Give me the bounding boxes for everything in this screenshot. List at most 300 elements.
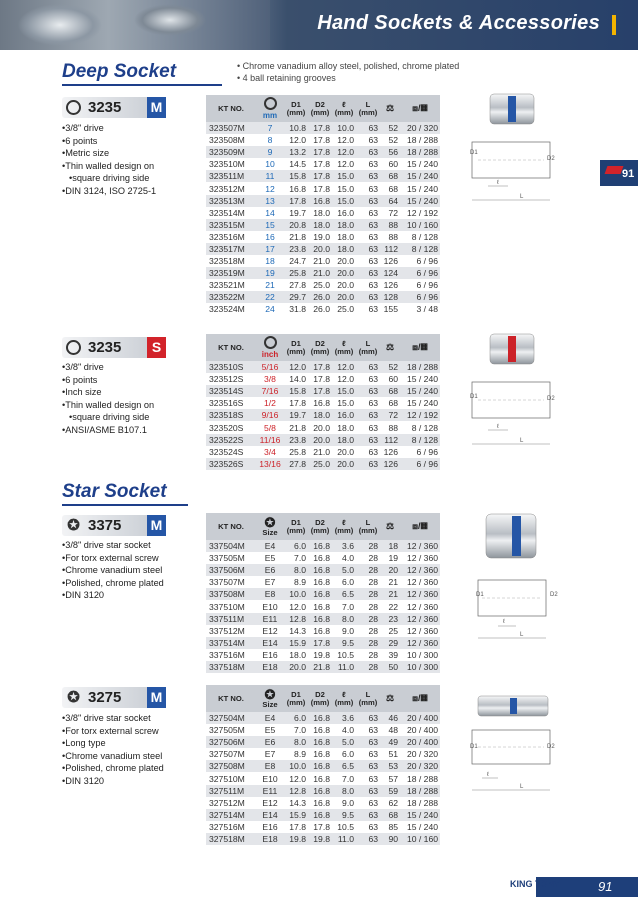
weight-icon: ⚖ xyxy=(385,521,395,531)
table-cell: 16.8 xyxy=(313,773,330,784)
table-header-row xyxy=(206,95,440,122)
table-cell: 12 / 360 xyxy=(400,588,440,600)
table-cell: 15.9 xyxy=(284,809,308,821)
brand-logo: KING TONY xyxy=(510,879,560,889)
table-cell: 72 xyxy=(380,409,400,421)
table-cell: 323519M xyxy=(206,267,256,279)
table-cell: 68 xyxy=(380,170,400,182)
table-cell: 327511M xyxy=(206,785,256,797)
table-cell: 327510M xyxy=(209,773,245,784)
table-cell: 10 / 300 xyxy=(400,661,440,673)
table-cell: 12.8 xyxy=(284,613,308,625)
page-title: Hand Sockets & Accessories xyxy=(317,12,600,34)
table-cell: 9.0 xyxy=(342,797,354,808)
socket-diagram-3275m xyxy=(468,690,556,805)
table-cell: 337514M xyxy=(206,637,256,649)
table-cell: 13/16 xyxy=(256,458,284,470)
table-cell: 46 xyxy=(380,712,400,724)
table-cell: 16.8 xyxy=(313,749,330,760)
table-cell: 17.8 xyxy=(313,183,330,194)
table-cell: 12 / 360 xyxy=(406,553,438,564)
table-cell: 13 xyxy=(256,195,284,207)
feature-item: • 3/8" drive star socket xyxy=(62,712,212,725)
table-cell: 323516S xyxy=(209,398,244,409)
feature-item: • 3/8" drive xyxy=(62,122,212,135)
table-cell: 12.0 xyxy=(337,159,354,170)
table-cell: 323513M xyxy=(206,195,256,207)
table-cell: 63 xyxy=(368,280,378,291)
table-cell: 17.8 xyxy=(308,146,332,158)
table-cell: 7.0 xyxy=(294,553,306,564)
table-cell: 323524S xyxy=(209,446,244,457)
section-underline xyxy=(62,504,188,506)
table-cell: 7 xyxy=(256,122,284,134)
col-d1: D1 (mm) xyxy=(284,95,308,122)
table-cell: 51 xyxy=(388,749,398,760)
table-cell: 14.0 xyxy=(289,374,306,385)
features-list-3275m xyxy=(62,712,212,787)
table-row xyxy=(206,219,440,231)
table-cell: 9/16 xyxy=(256,409,284,421)
feature-item: • 6 points xyxy=(62,135,212,148)
table-cell: 22 xyxy=(256,291,284,303)
col-size: inch xyxy=(256,334,284,361)
table-cell: 10.5 xyxy=(337,821,354,832)
box-icon: ⧈/▦ xyxy=(412,342,428,352)
col-size: ✪ Size xyxy=(256,685,284,712)
table-cell: 5/8 xyxy=(264,422,276,433)
table-cell: 48 xyxy=(388,725,398,736)
table-cell: 327505M xyxy=(209,725,245,736)
table-cell: 18.0 xyxy=(313,207,330,218)
table-cell: 15 / 240 xyxy=(406,183,438,194)
table-cell: 337516M xyxy=(209,649,245,660)
table-cell: 126 xyxy=(383,280,398,291)
table-cell: 15.0 xyxy=(332,170,356,182)
table-cell: 63 xyxy=(356,122,380,134)
table-cell: E6 xyxy=(256,564,284,576)
table-cell: E12 xyxy=(262,797,278,808)
table-cell: 8.9 xyxy=(294,577,306,588)
col-d1: D1 (mm) xyxy=(284,513,308,540)
col-weight xyxy=(380,513,400,540)
table-cell: 12.0 xyxy=(337,135,354,146)
table-cell: 323524M xyxy=(209,304,245,315)
table-cell: 63 xyxy=(368,183,378,194)
table-cell: 18 / 288 xyxy=(400,361,440,373)
table-cell: 26.0 xyxy=(313,304,330,315)
table-cell: 12 / 360 xyxy=(400,613,440,625)
section-notes xyxy=(237,60,459,84)
col-weight xyxy=(380,334,400,361)
table-cell: 57 xyxy=(388,773,398,784)
table-cell: 11.0 xyxy=(332,833,356,845)
table-cell: 15.8 xyxy=(284,385,308,397)
table-cell: 20.0 xyxy=(337,280,354,291)
table-cell: 10.0 xyxy=(284,760,308,772)
features-list-3235m xyxy=(62,122,212,197)
col-d2: D2 (mm) xyxy=(308,513,332,540)
col-size: ✪ Size xyxy=(256,513,284,540)
table-cell: 63 xyxy=(356,809,380,821)
diagram-label-d2: D2 xyxy=(547,744,555,750)
table-cell: E8 xyxy=(256,588,284,600)
table-cell: 18 / 288 xyxy=(406,797,438,808)
table-cell: 53 xyxy=(380,760,400,772)
col-d2: D2 (mm) xyxy=(308,334,332,361)
table-cell: 20 xyxy=(380,564,400,576)
table-cell: 16.8 xyxy=(308,564,332,576)
table-cell: 323517M xyxy=(206,243,256,255)
table-row xyxy=(206,625,440,637)
table-cell: 20.8 xyxy=(284,219,308,231)
table-cell: 63 xyxy=(356,760,380,772)
table-cell: 337511M xyxy=(206,613,256,625)
product-code: 3235 xyxy=(88,99,122,116)
table-cell: 11/16 xyxy=(256,434,284,446)
table-cell: 21 xyxy=(380,588,400,600)
col-l-big: L (mm) xyxy=(356,685,380,712)
col-size: mm xyxy=(256,95,284,122)
table-cell: 10 xyxy=(265,159,275,170)
table-cell: 17.8 xyxy=(313,374,330,385)
table-cell: E14 xyxy=(256,637,284,649)
col-weight xyxy=(380,95,400,122)
table-cell: 16.8 xyxy=(313,601,330,612)
table-cell: 16.8 xyxy=(289,183,306,194)
table-cell: 63 xyxy=(368,446,378,457)
table-cell: 12.0 xyxy=(289,135,306,146)
table-cell: 12 / 360 xyxy=(400,540,440,552)
table-row xyxy=(206,540,440,552)
table-cell: 17.8 xyxy=(313,135,330,146)
spec-table-3235s xyxy=(206,334,440,470)
table-cell: 3/4 xyxy=(264,446,276,457)
socket-diagram-3235m xyxy=(468,90,556,210)
diagram-label-l-big: L xyxy=(520,194,524,200)
table-cell: 18 xyxy=(380,540,400,552)
table-cell: 15 / 240 xyxy=(406,159,438,170)
table-row xyxy=(206,552,440,564)
table-cell: E10 xyxy=(262,601,278,612)
table-cell: 12 / 360 xyxy=(406,601,438,612)
weight-icon: ⚖ xyxy=(385,342,395,352)
table-cell: 25.8 xyxy=(284,267,308,279)
table-cell: 10 / 300 xyxy=(406,649,438,660)
table-cell: 327507M xyxy=(209,749,245,760)
table-cell: 63 xyxy=(368,256,378,267)
table-cell: 9 xyxy=(256,146,284,158)
diagram-label-l-small: ℓ xyxy=(487,772,489,778)
star-socket-icon: ✪ xyxy=(264,686,276,702)
table-row xyxy=(206,434,440,446)
table-row xyxy=(206,785,440,797)
table-cell: 8.0 xyxy=(332,613,356,625)
col-weight xyxy=(380,685,400,712)
table-cell: 12 / 360 xyxy=(400,637,440,649)
table-row xyxy=(206,588,440,600)
table-cell: 323512S xyxy=(209,374,244,385)
col-l-big: L (mm) xyxy=(356,334,380,361)
col-packing xyxy=(400,513,440,540)
table-cell: 85 xyxy=(388,821,398,832)
table-cell: 60 xyxy=(388,159,398,170)
diagram-label-l-big: L xyxy=(520,784,524,790)
table-row xyxy=(206,637,440,649)
table-row xyxy=(206,195,440,207)
product-header-3375m xyxy=(62,515,166,536)
table-row xyxy=(206,712,440,724)
feature-item: • ANSI/ASME B107.1 xyxy=(62,424,212,437)
diagram-label-d1: D1 xyxy=(470,394,478,400)
table-cell: 323518M xyxy=(209,256,245,267)
table-cell: 6.0 xyxy=(342,577,354,588)
table-row xyxy=(206,122,440,134)
table-cell: 16.0 xyxy=(337,207,354,218)
chapter-tab-accent xyxy=(605,166,624,174)
table-cell: 7/16 xyxy=(256,385,284,397)
table-cell: 337506M xyxy=(206,564,256,576)
table-row xyxy=(206,833,440,845)
diagram-label-l-small: ℓ xyxy=(503,619,505,625)
table-cell: 19.8 xyxy=(308,833,332,845)
table-cell: 19.8 xyxy=(313,649,330,660)
table-cell: E18 xyxy=(256,661,284,673)
table-cell: 63 xyxy=(356,385,380,397)
table-cell: 63 xyxy=(356,291,380,303)
table-cell: 63 xyxy=(356,146,380,158)
table-cell: 15 / 240 xyxy=(400,809,440,821)
table-cell: 68 xyxy=(388,398,398,409)
feature-item: • 3/8" drive star socket xyxy=(62,539,212,552)
table-cell: 6.0 xyxy=(342,749,354,760)
table-cell: 28 xyxy=(356,564,380,576)
feature-item: • 6 points xyxy=(62,374,212,387)
table-cell: 18.0 xyxy=(308,409,332,421)
table-header-row xyxy=(206,513,440,540)
table-cell: 8 / 128 xyxy=(411,422,438,433)
feature-item: • DIN 3120 xyxy=(62,589,212,602)
table-cell: 17.8 xyxy=(308,170,332,182)
table-cell: 20.0 xyxy=(313,422,330,433)
table-cell: 63 xyxy=(356,195,380,207)
table-row xyxy=(206,760,440,772)
product-code: 3235 xyxy=(88,339,122,356)
table-cell: 16.8 xyxy=(308,736,332,748)
table-cell: 52 xyxy=(380,361,400,373)
table-cell: 63 xyxy=(368,797,378,808)
metric-badge: M xyxy=(147,687,166,708)
table-cell: 63 xyxy=(368,821,378,832)
table-cell: E11 xyxy=(256,613,284,625)
table-cell: 5/16 xyxy=(256,361,284,373)
table-cell: 15 / 240 xyxy=(400,195,440,207)
table-row xyxy=(206,409,440,421)
product-code: 3275 xyxy=(88,689,122,706)
table-cell: 15.9 xyxy=(284,637,308,649)
table-cell: 24 xyxy=(265,304,275,315)
table-cell: 72 xyxy=(388,207,398,218)
features-list-3375m xyxy=(62,539,212,602)
feature-text: square driving side xyxy=(72,173,150,183)
table-cell: 16.8 xyxy=(308,760,332,772)
spec-table-3235m xyxy=(206,95,440,316)
table-cell: 112 xyxy=(380,434,400,446)
table-cell: 9.0 xyxy=(342,625,354,636)
table-cell: 4.0 xyxy=(342,725,354,736)
table-row xyxy=(206,600,440,612)
feature-item: • Thin walled design on xyxy=(62,160,212,173)
table-cell: 23 xyxy=(380,613,400,625)
table-cell: 63 xyxy=(356,434,380,446)
table-cell: 16.0 xyxy=(332,409,356,421)
table-cell: 9.5 xyxy=(332,637,356,649)
table-row xyxy=(206,397,440,409)
header-socket-photo xyxy=(0,0,270,50)
table-cell: 9.5 xyxy=(332,809,356,821)
header-accent-bar xyxy=(612,15,616,35)
star-socket-icon: ✪ xyxy=(67,689,80,706)
table-cell: E14 xyxy=(256,809,284,821)
table-cell: 126 xyxy=(383,256,398,267)
table-cell: 63 xyxy=(356,833,380,845)
table-cell: 337505M xyxy=(209,553,245,564)
table-row xyxy=(206,576,440,588)
table-cell: 12.8 xyxy=(284,785,308,797)
table-row xyxy=(206,255,440,267)
table-cell: 28 xyxy=(368,553,378,564)
table-cell: 15 / 240 xyxy=(406,821,438,832)
diagram-label-d2: D2 xyxy=(547,156,555,162)
table-cell: 10.0 xyxy=(332,122,356,134)
table-row xyxy=(206,243,440,255)
table-cell: E4 xyxy=(256,712,284,724)
table-cell: 15 / 240 xyxy=(406,398,438,409)
table-cell: 26.0 xyxy=(308,291,332,303)
table-cell: 12.0 xyxy=(332,146,356,158)
table-cell: 18 / 288 xyxy=(400,146,440,158)
col-kt-no: KT NO. xyxy=(206,334,256,361)
product-header-3275m xyxy=(62,687,166,708)
col-packing xyxy=(400,95,440,122)
table-row xyxy=(206,458,440,470)
diagram-label-l-big: L xyxy=(520,632,524,638)
table-cell: 8 xyxy=(267,135,273,146)
table-cell: 323516M xyxy=(209,231,245,242)
table-cell: 323512M xyxy=(209,183,245,194)
diagram-label-l-small: ℓ xyxy=(497,180,499,186)
table-cell: 15.0 xyxy=(337,183,354,194)
table-cell: 14.3 xyxy=(289,797,306,808)
table-cell: 12.0 xyxy=(337,374,354,385)
table-cell: 10 / 160 xyxy=(400,219,440,231)
table-cell: 28 xyxy=(368,577,378,588)
table-cell: 63 xyxy=(356,170,380,182)
table-cell: 52 xyxy=(388,135,398,146)
table-cell: 323509M xyxy=(206,146,256,158)
table-row xyxy=(206,170,440,182)
table-cell: 63 xyxy=(368,374,378,385)
section-title-star-socket: Star Socket xyxy=(62,481,167,502)
table-cell: 88 xyxy=(380,219,400,231)
table-cell: 63 xyxy=(356,243,380,255)
diagram-label-l-big: L xyxy=(520,438,524,444)
table-cell: 126 xyxy=(383,446,398,457)
table-cell: 28 xyxy=(356,661,380,673)
hex-socket-icon xyxy=(66,100,81,115)
table-header-row xyxy=(206,334,440,361)
table-cell: 25.8 xyxy=(289,446,306,457)
table-cell: 19.8 xyxy=(284,833,308,845)
table-cell: 28 xyxy=(368,625,378,636)
section-title-deep-socket: Deep Socket xyxy=(62,61,177,82)
col-d2: D2 (mm) xyxy=(308,685,332,712)
table-cell: 12 xyxy=(265,183,275,194)
table-cell: 25.0 xyxy=(313,280,330,291)
table-cell: 323522M xyxy=(206,291,256,303)
table-row xyxy=(206,146,440,158)
table-cell: 7.0 xyxy=(294,725,306,736)
table-cell: 31.8 xyxy=(289,304,306,315)
table-cell: 28 xyxy=(356,637,380,649)
table-cell: 20.0 xyxy=(308,243,332,255)
table-cell: 18.0 xyxy=(337,231,354,242)
table-row xyxy=(206,361,440,373)
star-socket-icon: ✪ xyxy=(264,514,276,530)
table-cell: 63 xyxy=(368,304,378,315)
table-cell: 25.0 xyxy=(308,458,332,470)
table-cell: 8 / 128 xyxy=(400,243,440,255)
table-cell: 21.8 xyxy=(289,231,306,242)
table-cell: 14.5 xyxy=(289,159,306,170)
table-cell: 128 xyxy=(380,291,400,303)
table-cell: 8.0 xyxy=(332,785,356,797)
table-cell: 327516M xyxy=(209,821,245,832)
diagram-label-d1: D1 xyxy=(470,744,478,750)
table-cell: 24.7 xyxy=(289,256,306,267)
box-icon: ⧈/▦ xyxy=(412,521,428,531)
table-cell: 18 / 288 xyxy=(400,785,440,797)
table-cell: 68 xyxy=(388,183,398,194)
table-cell: 63 xyxy=(356,785,380,797)
table-cell: 20.0 xyxy=(332,458,356,470)
table-cell: 63 xyxy=(356,409,380,421)
features-list-3235s xyxy=(62,361,212,436)
table-cell: 20 / 320 xyxy=(400,122,440,134)
table-cell: 63 xyxy=(356,361,380,373)
table-cell: 126 xyxy=(380,458,400,470)
table-cell: 20 / 400 xyxy=(400,736,440,748)
table-cell: 28 xyxy=(356,540,380,552)
table-row xyxy=(206,724,440,736)
table-cell: 18.0 xyxy=(332,434,356,446)
col-l-small: ℓ (mm) xyxy=(332,95,356,122)
table-cell: 63 xyxy=(368,398,378,409)
table-cell: 13.2 xyxy=(284,146,308,158)
table-row xyxy=(206,446,440,458)
star-socket-icon: ✪ xyxy=(67,517,80,534)
table-cell: 28 xyxy=(368,649,378,660)
table-cell: E5 xyxy=(264,553,276,564)
weight-icon: ⚖ xyxy=(385,103,395,113)
table-cell: 21 xyxy=(388,577,398,588)
table-cell: 17.8 xyxy=(284,195,308,207)
table-cell: 17.8 xyxy=(289,398,306,409)
feature-item: • Thin walled design on xyxy=(62,399,212,412)
table-row xyxy=(206,661,440,673)
table-cell: 17.8 xyxy=(289,821,306,832)
feature-item: • For torx external screw xyxy=(62,552,212,565)
